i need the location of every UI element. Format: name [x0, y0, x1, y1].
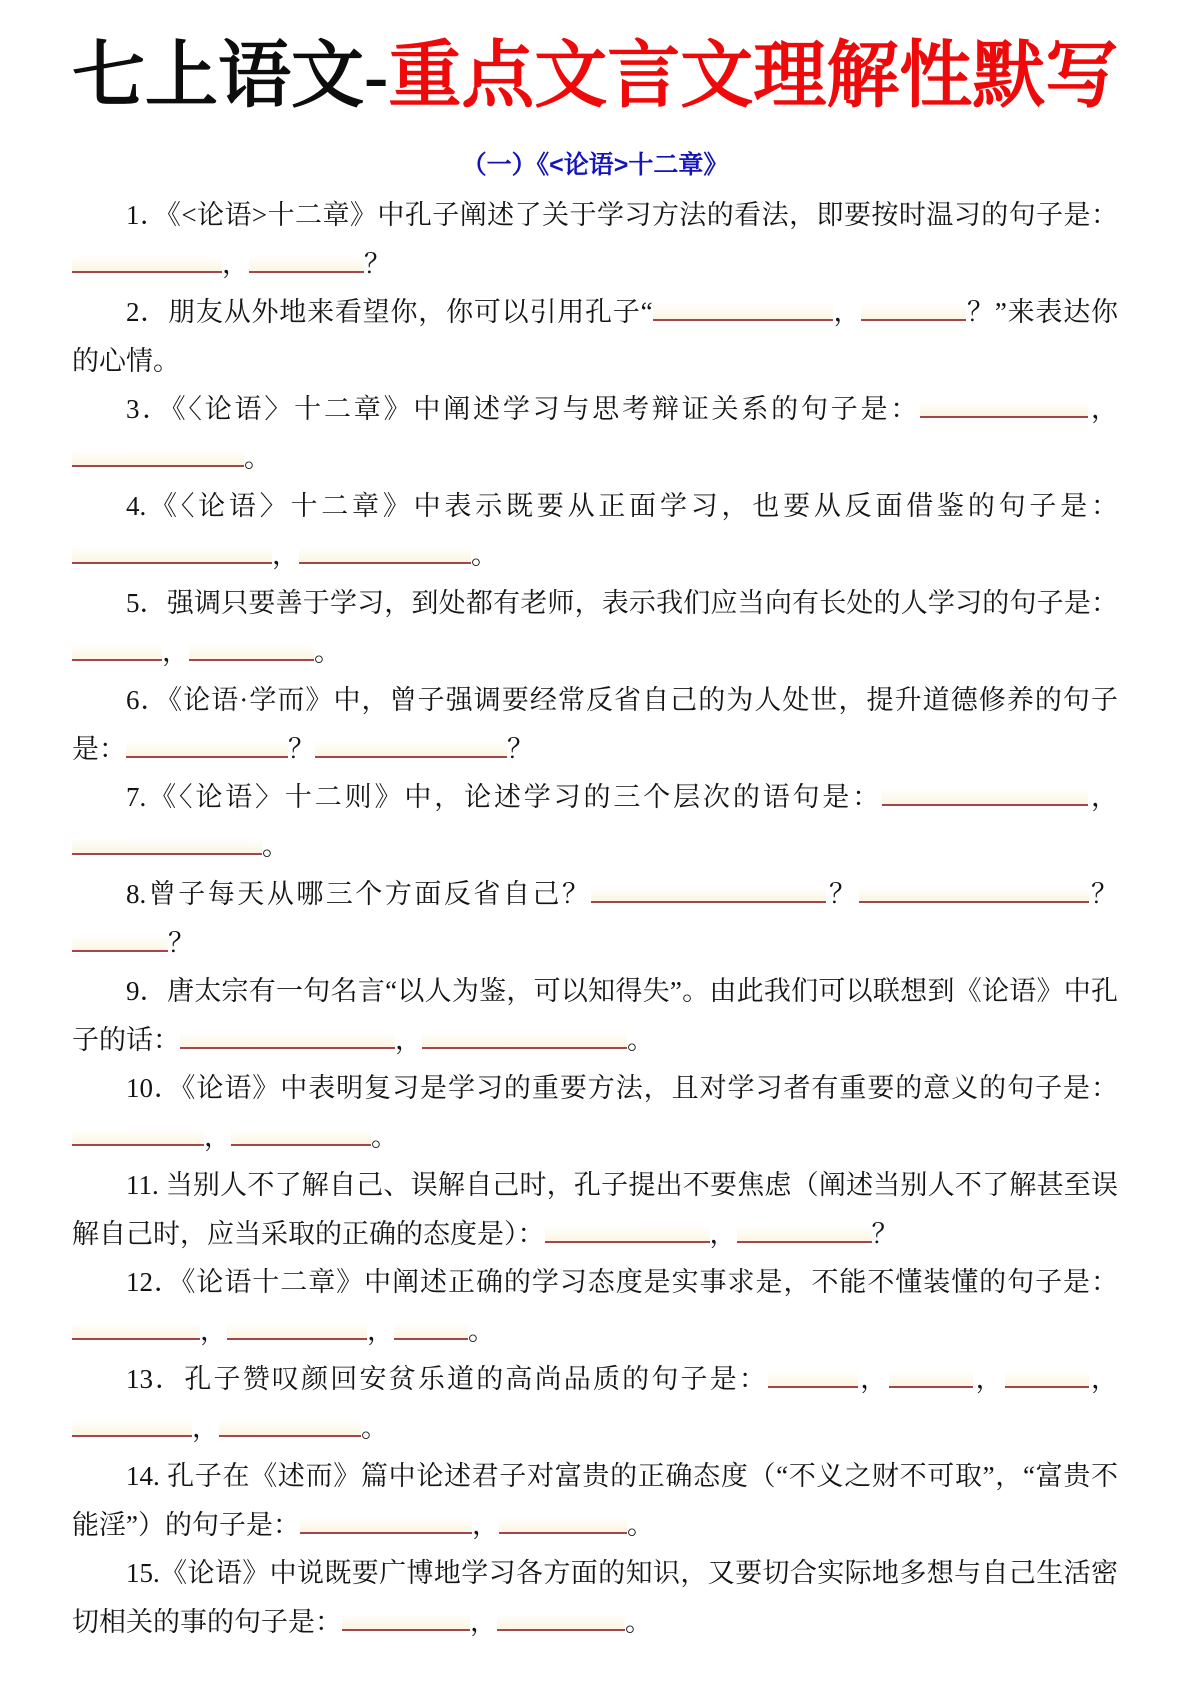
question-text: ？ — [1088, 879, 1119, 910]
blank-line — [72, 1116, 204, 1146]
question-text: 。 — [468, 1315, 495, 1346]
question-text: 9．唐太宗有一句名言“以人为鉴，可以知得失”。由此我们可以联想到《论语》中孔子的话： — [72, 976, 1118, 1055]
blank-line — [342, 1601, 470, 1631]
question-item — [72, 1355, 1118, 1452]
question-item — [72, 1549, 1118, 1646]
question-text: 。 — [361, 1412, 388, 1443]
question-item — [72, 1064, 1118, 1161]
question-text: ， — [832, 297, 862, 328]
question-text: 。 — [244, 442, 271, 473]
blank-line — [72, 534, 272, 564]
question-item — [72, 579, 1118, 676]
blank-line — [219, 1407, 361, 1437]
question-text: ， — [272, 539, 299, 570]
question-item — [72, 288, 1118, 385]
blank-line — [859, 873, 1089, 903]
page-title — [72, 30, 1118, 121]
question-text: ， — [204, 1121, 231, 1152]
blank-line — [591, 873, 826, 903]
blank-line — [545, 1213, 710, 1243]
blank-line — [653, 291, 833, 321]
question-text: 。 — [314, 636, 341, 667]
blank-line — [180, 1019, 395, 1049]
question-text: ， — [709, 1218, 737, 1249]
blank-line — [889, 1358, 973, 1388]
title-course-label: 七上语文- — [72, 35, 389, 116]
question-item — [72, 482, 1118, 579]
blank-line — [72, 631, 162, 661]
question-text: 7.《〈论语〉十二则》中，论述学习的三个层次的语句是： — [126, 782, 883, 813]
question-text: 。 — [625, 1606, 652, 1637]
blank-line — [231, 1116, 371, 1146]
question-item — [72, 1452, 1118, 1549]
question-text: ， — [162, 636, 189, 667]
blank-line — [72, 243, 222, 273]
blank-line — [72, 922, 168, 952]
blank-line — [315, 728, 507, 758]
question-item — [72, 773, 1118, 870]
blank-line — [126, 728, 288, 758]
question-text: 14. 孔子在《述而》篇中论述君子对富贵的正确态度（“不义之财不可取”，“富贵不能淫”）的句子是： — [72, 1461, 1118, 1540]
blank-line — [861, 291, 966, 321]
question-text: ？ — [288, 733, 315, 764]
title-topic-label: 重点文言文理解性默写 — [388, 35, 1119, 116]
blank-line — [72, 825, 262, 855]
blank-line — [72, 1407, 192, 1437]
blank-line — [394, 1310, 468, 1340]
question-item — [72, 676, 1118, 773]
question-text: ？ — [871, 1218, 899, 1249]
question-text: ， — [973, 1364, 1005, 1395]
blank-line — [249, 243, 364, 273]
question-text: ， — [1088, 1364, 1119, 1395]
question-text: ， — [192, 1412, 219, 1443]
question-text: ？ — [826, 879, 859, 910]
question-text: ， — [1088, 782, 1119, 813]
question-text: ， — [200, 1315, 227, 1346]
question-text: 8.曾子每天从哪三个方面反省自己？ — [126, 879, 592, 910]
question-text: 12．《论语十二章》中阐述正确的学习态度是实事求是，不能不懂装懂的句子是： — [126, 1267, 1118, 1298]
blank-line — [499, 1504, 627, 1534]
blank-line — [737, 1213, 872, 1243]
blank-line — [422, 1019, 627, 1049]
question-text: 。 — [371, 1121, 398, 1152]
section-heading: （一）《<论语>十二章》 — [461, 151, 729, 180]
blank-line — [72, 437, 244, 467]
question-item — [72, 1161, 1118, 1258]
question-text: 3．《〈论语〉十二章》中阐述学习与思考辩证关系的句子是： — [126, 394, 921, 425]
question-text: ， — [395, 1024, 422, 1055]
question-text: 5．强调只要善于学习，到处都有老师，表示我们应当向有长处的人学习的句子是： — [126, 588, 1118, 619]
question-text: 。 — [627, 1024, 654, 1055]
question-text: ， — [470, 1606, 497, 1637]
question-text: ， — [222, 248, 249, 279]
question-text: 15.《论语》中说既要广博地学习各方面的知识，又要切合实际地多想与自己生活密切相关的事的句子是： — [72, 1558, 1118, 1637]
blank-line — [299, 534, 471, 564]
question-text: 。 — [471, 539, 498, 570]
question-text: ， — [367, 1315, 394, 1346]
question-list — [72, 191, 1118, 1646]
blank-line — [189, 631, 314, 661]
question-item — [72, 1258, 1118, 1355]
blank-line — [227, 1310, 367, 1340]
question-text: 10．《论语》中表明复习是学习的重要方法，且对学习者有重要的意义的句子是： — [126, 1073, 1118, 1104]
question-text: 。 — [262, 830, 289, 861]
question-item — [72, 191, 1118, 288]
question-item — [72, 385, 1118, 482]
blank-line — [882, 776, 1088, 806]
blank-line — [72, 1310, 200, 1340]
question-text: 13．孔子赞叹颜回安贫乐道的高尚品质的句子是： — [126, 1364, 769, 1395]
blank-line — [1005, 1358, 1089, 1388]
question-item — [72, 870, 1118, 967]
question-text: ？ — [168, 927, 195, 958]
blank-line — [920, 388, 1088, 418]
question-text: ， — [471, 1509, 499, 1540]
question-text: 11. 当别人不了解自己、误解自己时，孔子提出不要焦虑（阐述当别人不了解甚至误解自己时，应当采取的正确的态度是）： — [72, 1170, 1118, 1249]
blank-line — [300, 1504, 472, 1534]
question-item — [72, 967, 1118, 1064]
question-text: 6．《论语·学而》中，曾子强调要经常反省自己的为人处世，提升道德修养的句子是： — [72, 685, 1118, 764]
question-text: 1．《<论语>十二章》中孔子阐述了关于学习方法的看法，即要按时温习的句子是： — [126, 200, 1118, 231]
question-text: ？”来表达你的心情。 — [72, 297, 1119, 376]
question-text: ， — [858, 1364, 890, 1395]
question-text: 2．朋友从外地来看望你，你可以引用孔子“ — [126, 297, 653, 328]
question-text: 。 — [626, 1509, 654, 1540]
blank-line — [768, 1358, 858, 1388]
question-text: ， — [1088, 394, 1119, 425]
question-text: ？ — [364, 248, 391, 279]
question-text: 4.《〈论语〉十二章》中表示既要从正面学习，也要从反面借鉴的句子是： — [126, 491, 1118, 522]
question-text: ？ — [507, 733, 534, 764]
blank-line — [497, 1601, 625, 1631]
